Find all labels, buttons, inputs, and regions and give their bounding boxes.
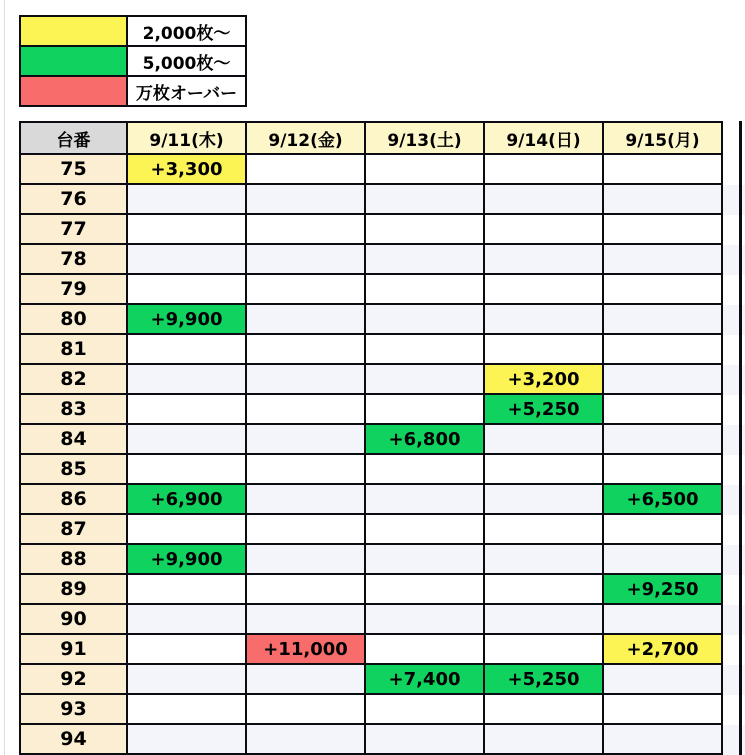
empty-cell [366,365,485,395]
empty-cell [366,155,485,185]
table-row [21,305,723,335]
empty-cell [485,575,604,605]
payout-value-cell: +9,900 [128,305,247,335]
empty-cell [485,335,604,365]
machine-number: 76 [21,185,128,215]
empty-cell [604,395,723,425]
legend-row [21,47,247,77]
empty-cell [604,215,723,245]
empty-cell [604,455,723,485]
payout-value-cell: +9,250 [604,575,723,605]
table-row [21,635,723,665]
empty-cell [604,665,723,695]
empty-cell [366,335,485,365]
empty-cell [485,185,604,215]
empty-cell [485,425,604,455]
empty-cell [128,575,247,605]
empty-cell [247,545,366,575]
empty-cell [128,275,247,305]
legend-label-green: 5,000枚～ [128,47,247,77]
table-row [21,455,723,485]
empty-cell [366,455,485,485]
empty-cell [485,305,604,335]
empty-cell [247,695,366,725]
column-header-date-0: 9/11(木) [128,123,247,155]
empty-cell [247,275,366,305]
table-row [21,245,723,275]
empty-cell [247,575,366,605]
payout-value-cell: +9,900 [128,545,247,575]
column-header-date-1: 9/12(金) [247,123,366,155]
empty-cell [485,725,604,755]
machine-number: 89 [21,575,128,605]
empty-cell [247,215,366,245]
empty-cell [247,605,366,635]
payout-value-cell: +5,250 [485,395,604,425]
empty-cell [366,515,485,545]
empty-cell [485,455,604,485]
empty-cell [247,515,366,545]
legend-label-yellow: 2,000枚～ [128,17,247,47]
empty-cell [366,605,485,635]
empty-cell [366,395,485,425]
table-row [21,695,723,725]
empty-cell [128,695,247,725]
empty-cell [604,725,723,755]
empty-cell [247,155,366,185]
table-row [21,605,723,635]
payout-value-cell: +11,000 [247,635,366,665]
empty-cell [128,185,247,215]
empty-cell [485,605,604,635]
empty-cell [128,365,247,395]
machine-number: 93 [21,695,128,725]
empty-cell [366,635,485,665]
empty-cell [604,335,723,365]
table-row [21,185,723,215]
machine-number: 78 [21,245,128,275]
empty-cell [128,215,247,245]
empty-cell [128,635,247,665]
table-row [21,155,723,185]
payout-value-cell: +5,250 [485,665,604,695]
legend-label-red: 万枚オーバー [128,77,247,107]
machine-number: 88 [21,545,128,575]
payout-table-body [21,155,723,755]
payout-value-cell: +3,300 [128,155,247,185]
table-row [21,485,723,515]
empty-cell [247,485,366,515]
table-row [21,515,723,545]
empty-cell [128,245,247,275]
empty-cell [366,725,485,755]
empty-cell [247,335,366,365]
machine-number: 80 [21,305,128,335]
table-row [21,215,723,245]
empty-cell [247,305,366,335]
legend-row [21,77,247,107]
empty-cell [366,545,485,575]
machine-number: 90 [21,605,128,635]
payout-table [19,121,723,755]
empty-cell [247,365,366,395]
column-header-date-4: 9/15(月) [604,123,723,155]
machine-number: 85 [21,455,128,485]
empty-cell [128,455,247,485]
table-row [21,575,723,605]
empty-cell [604,245,723,275]
empty-cell [604,275,723,305]
table-row [21,395,723,425]
empty-cell [128,665,247,695]
payout-value-cell: +6,900 [128,485,247,515]
payout-value-cell: +6,800 [366,425,485,455]
machine-number: 94 [21,725,128,755]
table-row [21,425,723,455]
table-row [21,335,723,365]
empty-cell [366,485,485,515]
empty-cell [604,365,723,395]
empty-cell [247,425,366,455]
machine-number: 81 [21,335,128,365]
machine-number: 86 [21,485,128,515]
empty-cell [485,215,604,245]
machine-number: 92 [21,665,128,695]
legend-row [21,17,247,47]
empty-cell [247,725,366,755]
header-row [21,123,723,155]
empty-cell [485,485,604,515]
empty-cell [247,455,366,485]
empty-cell [128,725,247,755]
empty-cell [485,635,604,665]
payout-value-cell: +2,700 [604,635,723,665]
empty-cell [604,185,723,215]
empty-cell [247,395,366,425]
empty-cell [604,515,723,545]
empty-cell [366,695,485,725]
table-row [21,545,723,575]
machine-number: 91 [21,635,128,665]
empty-cell [604,605,723,635]
payout-value-cell: +7,400 [366,665,485,695]
empty-cell [366,215,485,245]
empty-cell [604,425,723,455]
machine-number: 79 [21,275,128,305]
empty-cell [604,545,723,575]
sheet-gridline [4,0,5,755]
legend [19,15,247,107]
empty-cell [366,305,485,335]
empty-cell [128,335,247,365]
column-header-date-2: 9/13(土) [366,123,485,155]
empty-cell [604,155,723,185]
payout-value-cell: +6,500 [604,485,723,515]
empty-cell [366,575,485,605]
empty-cell [247,185,366,215]
machine-number: 75 [21,155,128,185]
empty-cell [485,695,604,725]
adjacent-table-edge [739,121,742,755]
empty-cell [128,395,247,425]
legend-swatch-red [21,77,128,107]
empty-cell [485,275,604,305]
machine-number: 77 [21,215,128,245]
empty-cell [247,665,366,695]
machine-number: 83 [21,395,128,425]
machine-number: 84 [21,425,128,455]
empty-cell [366,275,485,305]
empty-cell [485,545,604,575]
table-row [21,725,723,755]
machine-number: 82 [21,365,128,395]
empty-cell [128,425,247,455]
empty-cell [604,305,723,335]
empty-cell [485,245,604,275]
empty-cell [485,515,604,545]
legend-swatch-green [21,47,128,77]
column-header-date-3: 9/14(日) [485,123,604,155]
legend-swatch-yellow [21,17,128,47]
column-header-machine: 台番 [21,123,128,155]
table-row [21,275,723,305]
empty-cell [247,245,366,275]
table-row [21,365,723,395]
machine-number: 87 [21,515,128,545]
table-row [21,665,723,695]
empty-cell [366,185,485,215]
empty-cell [485,155,604,185]
empty-cell [128,605,247,635]
payout-value-cell: +3,200 [485,365,604,395]
empty-cell [604,695,723,725]
empty-cell [128,515,247,545]
empty-cell [366,245,485,275]
